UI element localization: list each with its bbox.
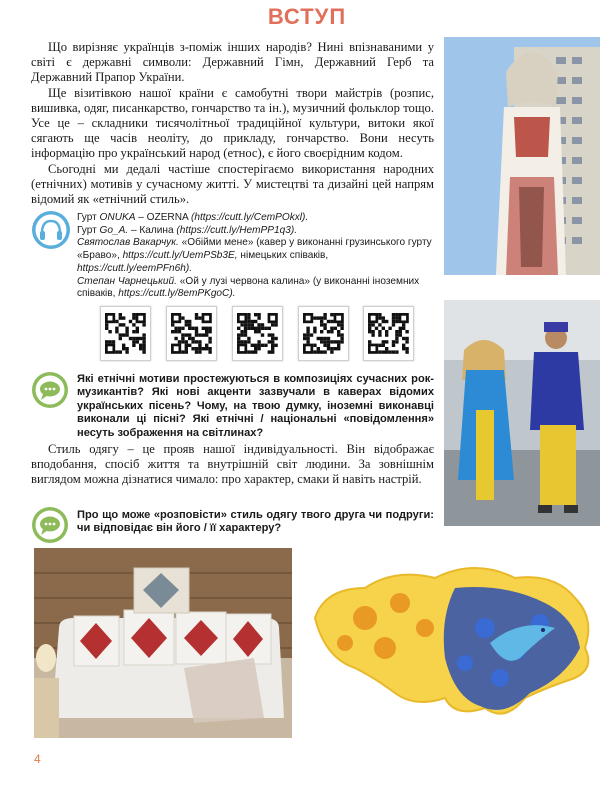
page-number: 4 <box>34 752 41 766</box>
song-link[interactable]: https://cutt.ly/8emPKgoC). <box>118 288 236 300</box>
song-link[interactable]: (https://cutt.ly/HemPP1q3). <box>176 224 298 236</box>
song-title: – OZERNA <box>135 212 191 223</box>
song-prefix: Гурт <box>77 224 100 236</box>
couple-photo <box>444 300 600 526</box>
song-link[interactable]: https://cutt.ly/eemPFn6h). <box>77 262 193 274</box>
qr-code-icon[interactable] <box>363 306 414 361</box>
qr-code-icon[interactable] <box>298 306 349 361</box>
ukraine-map-painting <box>305 548 605 738</box>
list-item <box>77 237 434 275</box>
discussion-question-2: Про що може «розповісти» стиль одягу твого друга чи подруги: чи відповідає він його / її характеру? <box>77 509 434 535</box>
song-artist: Go_A. <box>99 224 129 236</box>
intro-paragraph: Сьогодні ми дедалі частіше спостерігаємо використання народних (етнічних) мотивів у сучасному житті. У мистецтві та дизайні цей напрям відомий як «етнічний стиль». <box>31 161 434 207</box>
page-title: ВСТУП <box>267 4 347 29</box>
qr-code-icon[interactable] <box>232 306 283 361</box>
list-item <box>77 225 434 238</box>
headphones-icon <box>31 210 71 250</box>
intro-paragraph: Ще візитівкою нашої країни є самобутні твори майстрів (розпис, вишивка, одяг, писанкарство, гончарство та ін.), музичний фольклор тощо. Усе це – складники тисячолітньої традиційної культури, витоки якої сягають ще часів неоліту, до прикладу, гончарство. Вони несуть інформацію про український народ (етнос), є його своєрідним кодом. <box>31 85 434 161</box>
song-artist: ONUKA <box>99 212 136 223</box>
qr-code-icon[interactable] <box>166 306 217 361</box>
qr-code-row <box>100 306 420 360</box>
mural-photo <box>444 37 600 275</box>
song-title: – Калина <box>128 224 177 236</box>
song-title: «Ой у лузі червона калина» (у виконанні іноземних співаків, <box>77 275 420 300</box>
song-title: «Обійми мене» (кавер у виконанні грузинського гурту «Браво», <box>77 237 432 262</box>
song-title: німецьких співаків, <box>237 250 329 262</box>
discussion-icon <box>31 506 69 544</box>
song-prefix: Гурт <box>77 212 100 223</box>
intro-text <box>31 40 434 207</box>
song-artist: Степан Чарнецький. <box>77 275 177 287</box>
discussion-icon <box>31 371 69 409</box>
qr-code-icon[interactable] <box>100 306 151 361</box>
song-link[interactable]: (https://cutt.ly/CemPOkxl). <box>190 212 309 223</box>
song-list <box>77 212 434 301</box>
song-artist: Святослав Вакарчук. <box>77 237 179 249</box>
song-link[interactable]: https://cutt.ly/UemPSb3E, <box>122 250 238 262</box>
discussion-question-1: Які етнічні мотиви простежуються в композиціях сучасних рок-музикантів? Які нові акценти зазвучали в каверах відомих українських пісень? Чому, на твою думку, іноземні виконавці виконали ці пісні? Які етнічні / національні «повідомлення» несуть зображення на світлинах? <box>77 373 434 439</box>
interior-photo <box>34 548 292 738</box>
list-item <box>77 212 434 225</box>
style-paragraph: Стиль одягу – це прояв нашої індивідуальності. Він відображає вподобання, спосіб життя та внутрішній світ людини. За зовнішнім виглядом можна дізнатися чимало: про характер, смаки й навіть настрій. <box>31 442 434 487</box>
intro-paragraph: Що вирізняє українців з-поміж інших народів? Нині впізнаваними у світі є державні символи: Державний Гімн, Державний Герб та Державний Прапор України. <box>31 40 434 85</box>
list-item <box>77 276 434 301</box>
